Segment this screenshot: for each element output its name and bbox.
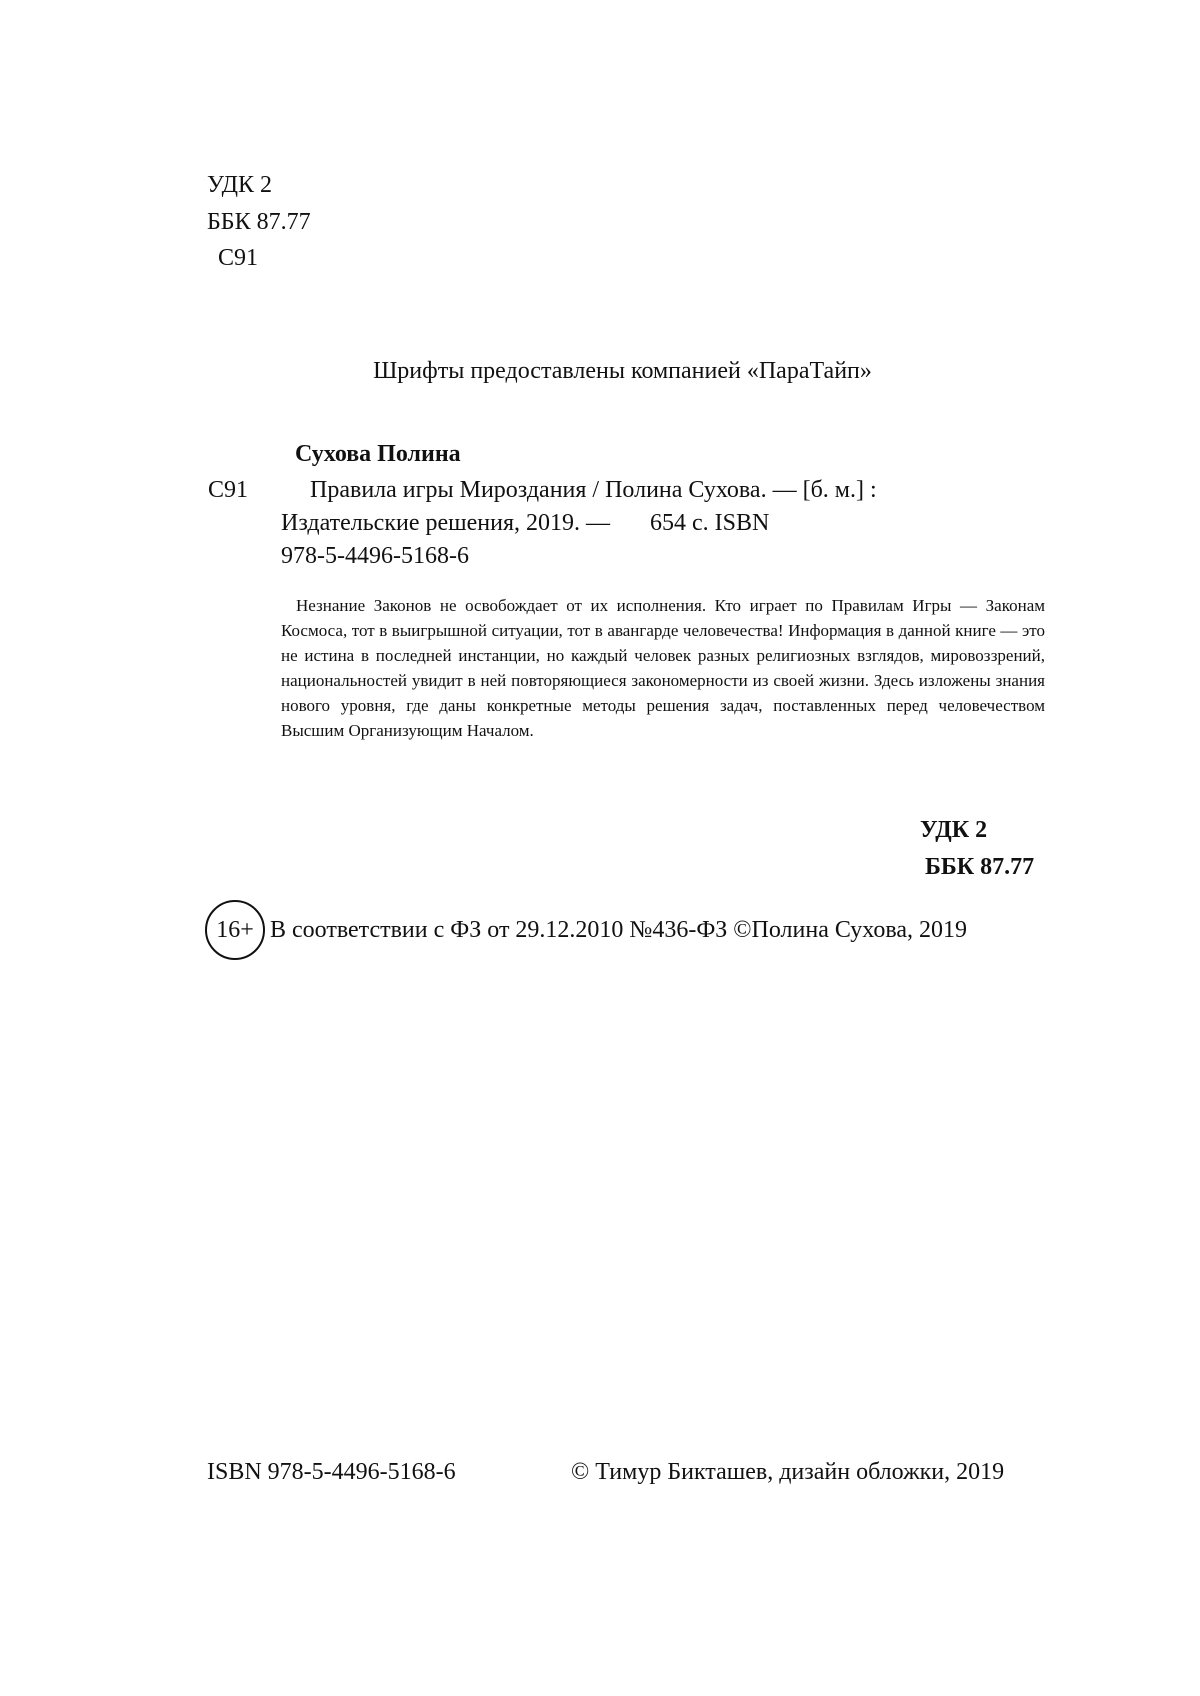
udk-code-top: УДК 2	[207, 172, 272, 198]
bibliographic-isbn-line: 978-5-4496-5168-6	[281, 543, 469, 569]
fonts-notice: Шрифты предоставлены компанией «ПараТайп»	[373, 358, 872, 384]
bbk-code-bottom: ББК 87.77	[925, 854, 1035, 880]
bibliographic-pages: 654 с. ISBN	[650, 510, 770, 536]
age-rating-label: 16+	[216, 917, 254, 943]
bibliographic-title-line: Правила игры Мироздания / Полина Сухова. — [б. м.] :	[310, 477, 877, 503]
bibliographic-publisher-line: Издательские решения, 2019. —	[281, 510, 611, 536]
isbn-number: ISBN 978-5-4496-5168-6	[207, 1459, 456, 1485]
age-rating-badge	[205, 900, 265, 960]
udk-code-bottom: УДК 2	[920, 817, 988, 843]
author-name: Сухова Полина	[295, 441, 461, 467]
law-compliance-line: В соответствии с ФЗ от 29.12.2010 №436-ФЗ ©Полина Сухова, 2019	[270, 917, 968, 943]
annotation-paragraph: Незнание Законов не освобождает от их исполнения. Кто играет по Правилам Игры — Законам Космоса, тот в выигрышной ситуации, тот в авангарде человечества! Информация в данной книге — это не истина в последней инстанции, но каждый человек разных религиозных взглядов, мировоззрений, национальностей увидит в ней повторяющиеся закономерности из своей жизни. Здесь изложены знания нового уровня, где даны конкретные методы решения задач, поставленных перед человечеством Высшим Организующим Началом.	[281, 596, 1045, 740]
bbk-code-top: ББК 87.77	[207, 209, 311, 235]
cover-design-credit: © Тимур Бикташев, дизайн обложки, 2019	[571, 1459, 1005, 1485]
author-mark: С91	[208, 477, 249, 503]
author-mark-top: С91	[218, 245, 259, 271]
